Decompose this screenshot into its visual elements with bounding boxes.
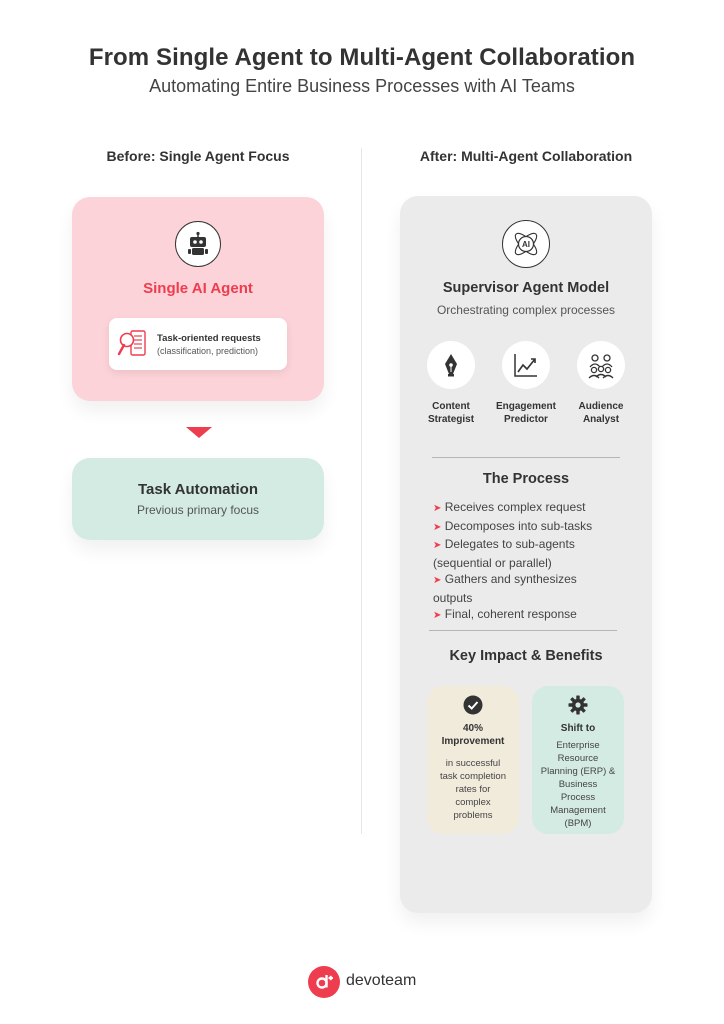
process-step: ➤ Final, coherent response	[433, 607, 577, 621]
agent-label-audience-analyst: Audience Analyst	[578, 401, 624, 425]
page-title: From Single Agent to Multi-Agent Collaboration	[88, 44, 636, 71]
task-automation-subtitle: Previous primary focus	[136, 503, 260, 517]
supervisor-model-title: Supervisor Agent Model	[442, 280, 610, 296]
red-arrow-icon: ➤	[433, 575, 442, 586]
search-document-icon	[117, 328, 149, 365]
process-steps	[433, 499, 633, 625]
benefit-shift-heading: Shift to	[560, 723, 596, 734]
process-step: ➤ Gathers and synthesizes	[433, 572, 577, 586]
down-arrow-icon	[186, 427, 212, 438]
devoteam-logo-icon	[308, 966, 340, 998]
benefit-card-improvement	[427, 686, 519, 834]
single-agent-card	[72, 197, 324, 401]
red-arrow-icon: ➤	[433, 610, 442, 621]
check-circle-icon	[463, 695, 483, 715]
trend-chart-icon	[502, 341, 550, 389]
after-heading: After: Multi-Agent Collaboration	[419, 148, 633, 164]
single-agent-title: Single AI Agent	[143, 280, 253, 297]
benefit-card-shift	[532, 686, 624, 834]
process-title: The Process	[482, 471, 570, 487]
before-heading: Before: Single Agent Focus	[106, 148, 290, 164]
ai-badge-label: AI	[522, 240, 530, 249]
pen-nib-icon	[427, 341, 475, 389]
request-subtitle: (classification, prediction)	[157, 346, 259, 356]
red-arrow-icon: ➤	[433, 503, 442, 514]
supervisor-model-subtitle: Orchestrating complex processes	[436, 303, 616, 317]
task-automation-card	[72, 458, 324, 540]
agent-label-engagement-predictor: Engagement Predictor	[495, 401, 556, 425]
benefit-improvement-body: in successful task completion rates for complex problems	[439, 758, 506, 821]
red-arrow-icon: ➤	[433, 521, 442, 533]
robot-icon	[175, 221, 221, 267]
agent-label-content-strategist: Content Strategist	[427, 401, 475, 425]
section-divider	[429, 630, 617, 631]
red-arrow-icon: ➤	[433, 540, 442, 551]
people-group-icon	[577, 341, 625, 389]
process-step-continued: (sequential or parallel)	[433, 555, 552, 570]
process-step-continued: outputs	[433, 590, 473, 605]
benefit-improvement-heading: 40% Improvement	[441, 723, 505, 747]
task-automation-title: Task Automation	[137, 481, 258, 498]
process-step: ➤ Decomposes into sub-tasks	[433, 518, 593, 533]
process-step: ➤ Receives complex request	[433, 500, 586, 514]
benefit-shift-body: Enterprise Resource Planning (ERP) & Business Process Management (BPM)	[540, 740, 616, 829]
request-title: Task-oriented requests	[157, 333, 261, 344]
gear-icon	[568, 695, 588, 715]
page-subtitle: Automating Entire Business Processes with AI Teams	[149, 76, 575, 96]
ai-orbit-icon	[502, 220, 550, 268]
benefits-title: Key Impact & Benefits	[449, 648, 603, 664]
section-divider	[432, 457, 620, 458]
multi-agent-card	[400, 196, 652, 913]
brand-name: devoteam	[346, 972, 417, 989]
process-step: ➤ Delegates to sub-agents	[433, 537, 575, 551]
request-box	[109, 318, 287, 370]
column-divider	[361, 148, 362, 834]
